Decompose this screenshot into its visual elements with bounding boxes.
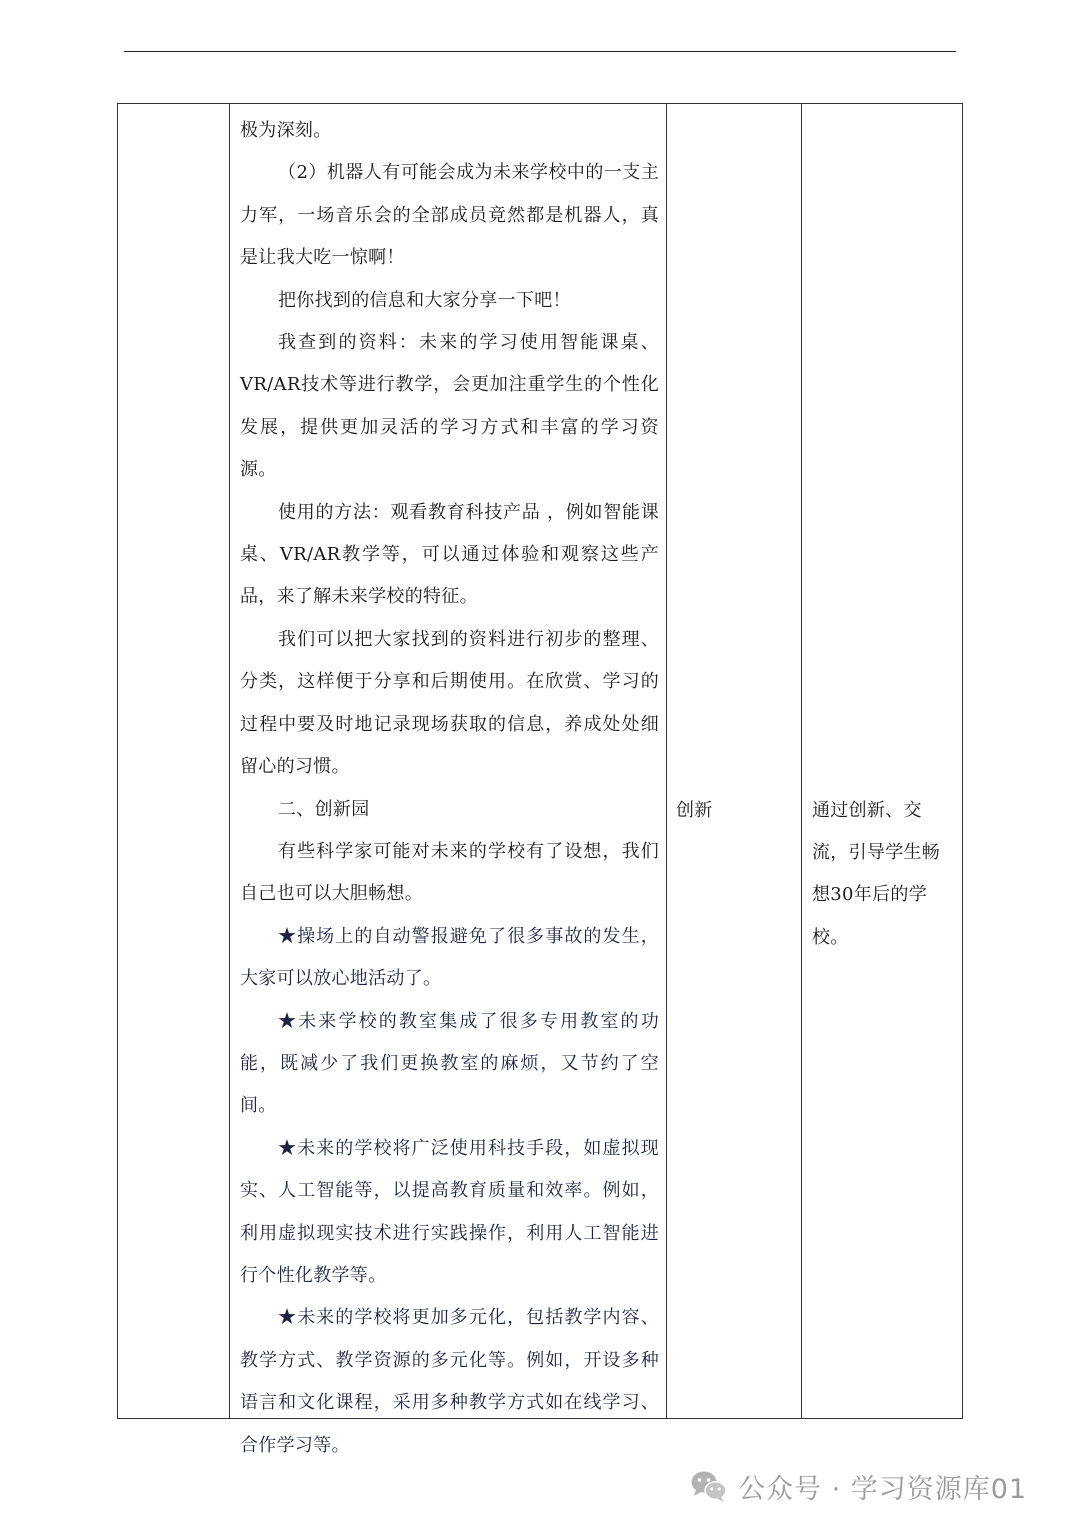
paragraph: 我查到的资料：未来的学习使用智能课桌、VR/AR技术等进行教学，会更加注重学生的个性化发展，提供更加灵活的学习方式和丰富的学习资源。 — [240, 332, 659, 481]
watermark-text: 公众号 · 学习资源库01 — [738, 1473, 1028, 1505]
column-divider-3 — [801, 104, 802, 1418]
star-item: ★未来学校的教室集成了很多专用教室的功能，既减少了我们更换教室的麻烦，又节约了空间。 — [240, 1010, 659, 1117]
intent-text: 通过创新、交流，引导学生畅想30年后的学校。 — [812, 799, 941, 948]
paragraph: （2）机器人有可能会成为未来学校中的一支主力军，一场音乐会的全部成员竟然都是机器人，真是让我大吃一惊啊！ — [240, 162, 659, 269]
star-item: ★未来的学校将广泛使用科技手段，如虚拟现实、人工智能等，以提高教育质量和效率。例如，利用虚拟现实技术进行实践操作，利用人工智能进行个性化教学等。 — [240, 1137, 659, 1286]
wechat-icon — [690, 1469, 728, 1503]
star-item: ★未来的学校将更加多元化，包括教学内容、教学方式、教学资源的多元化等。例如，开设多种语言和文化课程，采用多种教学方式如在线学习、合作学习等。 — [240, 1307, 659, 1456]
paragraph: 我们可以把大家找到的资料进行初步的整理、分类，这样便于分享和后期使用。在欣赏、学习的过程中要及时地记录现场获取的信息，养成处处细留心的习惯。 — [240, 628, 659, 778]
activity-cell — [667, 790, 802, 832]
paragraph: 把你找到的信息和大家分享一下吧！ — [278, 289, 571, 311]
lesson-table — [117, 103, 963, 1456]
paragraph: 使用的方法：观看教育科技产品 ，例如智能课桌、VR/AR教学等，可以通过体验和观察这些产品，来了解未来学校的特征。 — [240, 501, 659, 608]
paragraph: 有些科学家可能对未来的学校有了设想，我们自己也可以大胆畅想。 — [240, 840, 659, 905]
star-item: ★操场上的自动警报避免了很多事故的发生，大家可以放心地活动了。 — [240, 925, 659, 990]
activity-label: 创新 — [676, 799, 713, 821]
paragraph: 极为深刻。 — [240, 120, 332, 141]
header-rule — [124, 51, 956, 52]
section-heading: 二、创新园 — [278, 798, 370, 820]
intent-cell — [802, 790, 964, 960]
teaching-content-cell — [230, 104, 667, 1467]
watermark — [690, 1466, 1027, 1506]
